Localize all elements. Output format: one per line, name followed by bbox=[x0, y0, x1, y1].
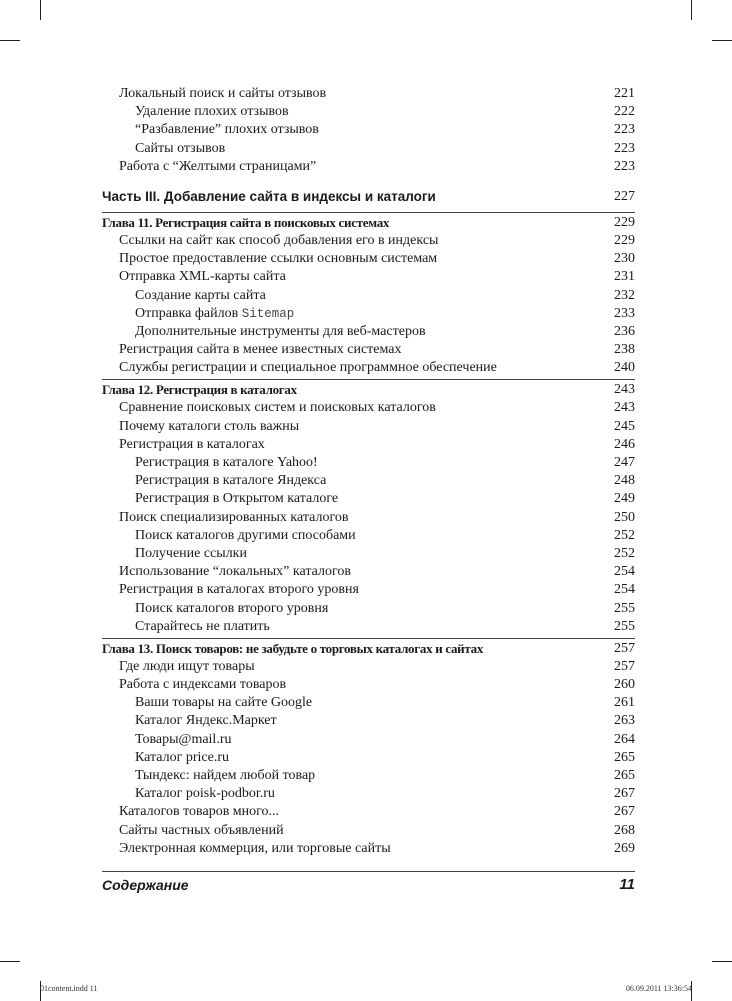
toc-entry-text: Регистрация в каталогах bbox=[119, 436, 265, 452]
toc-page-number: 248 bbox=[614, 473, 635, 489]
toc-entry-title bbox=[119, 840, 391, 858]
slug-filename: 01content.indd 11 bbox=[40, 984, 98, 993]
toc-page-number: 267 bbox=[614, 786, 635, 802]
toc-entry-title bbox=[135, 785, 275, 803]
toc-page-number: 257 bbox=[614, 658, 635, 674]
toc-page-number: 264 bbox=[614, 731, 635, 747]
footer-page-number: 11 bbox=[619, 876, 635, 893]
toc-entry[interactable] bbox=[102, 359, 635, 377]
toc-page-number: 232 bbox=[614, 287, 635, 303]
toc-entry-text: Каталог price.ru bbox=[135, 749, 230, 765]
toc-page-number: 265 bbox=[614, 749, 635, 765]
toc-page-number: 236 bbox=[614, 323, 635, 339]
toc-entry-title bbox=[135, 767, 315, 785]
toc-entry-text: Использование “локальных” каталогов bbox=[119, 564, 351, 580]
toc-entry[interactable] bbox=[102, 581, 635, 599]
toc-page-number: 229 bbox=[614, 214, 635, 230]
toc-entry-text: Отправка XML-карты сайта bbox=[119, 269, 286, 285]
toc-entry-text: Создание карты сайта bbox=[135, 287, 266, 303]
toc-entry-title bbox=[119, 418, 299, 436]
toc-entry-text: Часть III. Добавление сайта в индексы и каталоги bbox=[102, 188, 436, 204]
toc-entry-text: Простое предоставление ссылки основным системам bbox=[119, 251, 438, 267]
toc-entry-title bbox=[119, 803, 279, 821]
toc-entry-title bbox=[135, 454, 318, 472]
toc-entry-title bbox=[135, 712, 277, 730]
toc-page-number: 246 bbox=[614, 436, 635, 452]
toc-entry-title bbox=[135, 545, 247, 563]
toc-page-number: 229 bbox=[614, 232, 635, 248]
toc-entry[interactable] bbox=[102, 454, 635, 472]
toc-entry-text: Ваши товары на сайте Google bbox=[135, 695, 313, 711]
toc-entry[interactable] bbox=[102, 418, 635, 436]
toc-entry-text: Поиск каталогов другими способами bbox=[135, 527, 356, 543]
crop-mark bbox=[691, 0, 692, 20]
toc-entry[interactable] bbox=[102, 323, 635, 341]
toc-entry-title bbox=[102, 184, 436, 210]
toc-entry-title bbox=[119, 232, 438, 250]
toc-entry-text: Сравнение поисковых систем и поисковых каталогов bbox=[119, 400, 436, 416]
toc-entry-title bbox=[135, 731, 231, 749]
toc-entry-title bbox=[135, 527, 356, 545]
toc-chapter[interactable] bbox=[102, 212, 635, 232]
toc-page-number: 254 bbox=[614, 582, 635, 598]
toc-entry[interactable] bbox=[102, 158, 635, 176]
footer-rule bbox=[102, 871, 635, 872]
toc-entry-text: Регистрация в каталогах второго уровня bbox=[119, 582, 359, 598]
crop-mark bbox=[712, 40, 732, 41]
toc-entry[interactable] bbox=[102, 545, 635, 563]
toc-entry-title bbox=[119, 581, 359, 599]
toc-entry-text: Электронная коммерция, или торговые сайты bbox=[119, 840, 391, 856]
toc-entry-text: Глава 13. Поиск товаров: не забудьте о торговых каталогах и сайтах bbox=[102, 640, 484, 656]
toc-entry-title bbox=[102, 380, 297, 399]
toc-entry-title bbox=[119, 399, 436, 417]
toc-page-number: 243 bbox=[614, 400, 635, 416]
toc-entry-text: Регистрация в Открытом каталоге bbox=[135, 491, 339, 507]
toc-entry-text: Каталог poisk-podbor.ru bbox=[135, 786, 275, 802]
toc-entry-text: Поиск каталогов второго уровня bbox=[135, 600, 329, 616]
toc-entry-title bbox=[119, 676, 286, 694]
toc-page-number: 257 bbox=[614, 640, 635, 656]
toc-entry[interactable] bbox=[102, 399, 635, 417]
toc-entry[interactable] bbox=[102, 490, 635, 508]
toc-entry[interactable] bbox=[102, 305, 635, 323]
toc-page-number: 260 bbox=[614, 677, 635, 693]
toc-entry-title bbox=[119, 359, 497, 377]
toc-entry-title bbox=[102, 213, 389, 232]
toc-page-number: 223 bbox=[614, 140, 635, 156]
toc-entry-text: Регистрация в каталоге Яндекса bbox=[135, 473, 327, 489]
toc-entry-title bbox=[102, 639, 483, 658]
toc-chapter[interactable] bbox=[102, 638, 635, 658]
slug-timestamp: 06.09.2011 13:36:54 bbox=[625, 984, 692, 993]
toc-page-number: 252 bbox=[614, 545, 635, 561]
toc-entry-title bbox=[119, 436, 265, 454]
toc-entry[interactable] bbox=[102, 785, 635, 803]
toc-page-number: 231 bbox=[614, 269, 635, 285]
toc-entry[interactable] bbox=[102, 658, 635, 676]
toc-page-number: 233 bbox=[614, 305, 635, 321]
toc-entry-text: Сайты частных объявлений bbox=[119, 822, 284, 838]
toc-entry-title bbox=[119, 85, 326, 103]
toc-entry-text: Поиск специализированных каталогов bbox=[119, 509, 349, 525]
toc-page-number: 221 bbox=[614, 86, 635, 101]
toc-entry[interactable] bbox=[102, 268, 635, 286]
toc-entry-text: Ссылки на сайт как способ добавления его в индексы bbox=[119, 232, 439, 248]
crop-mark bbox=[0, 961, 20, 962]
toc-entry[interactable] bbox=[102, 472, 635, 490]
toc-page-number: 238 bbox=[614, 342, 635, 358]
toc-entry[interactable] bbox=[102, 140, 635, 158]
toc-entry-title bbox=[119, 250, 437, 268]
toc-entry[interactable] bbox=[102, 618, 635, 636]
toc-entry-title bbox=[135, 140, 225, 158]
toc-entry-text: Почему каталоги столь важны bbox=[119, 418, 300, 434]
toc-page-number: 247 bbox=[614, 455, 635, 470]
toc-page-number: 254 bbox=[614, 564, 635, 580]
toc-entry-title bbox=[119, 563, 351, 581]
toc-entry-text: Работа с индексами товаров bbox=[119, 677, 287, 693]
toc-entry-text: Регистрация в каталоге Yahoo! bbox=[135, 455, 318, 470]
toc-page-number: 222 bbox=[614, 104, 635, 120]
toc-entry-title bbox=[135, 600, 328, 618]
toc-page-number: 227 bbox=[614, 188, 635, 204]
toc-entry-text: Каталог Яндекс.Маркет bbox=[135, 713, 277, 729]
toc-entry[interactable] bbox=[102, 527, 635, 545]
toc-page-number: 230 bbox=[614, 251, 635, 267]
toc-entry-title bbox=[119, 341, 401, 359]
toc-entry[interactable] bbox=[102, 676, 635, 694]
toc-entry[interactable] bbox=[102, 341, 635, 359]
toc-entry[interactable] bbox=[102, 436, 635, 454]
toc-entry-text: Сайты отзывов bbox=[135, 140, 226, 156]
toc-page-number: 268 bbox=[614, 822, 635, 838]
toc-entry[interactable] bbox=[102, 803, 635, 821]
toc-page-number: 265 bbox=[614, 768, 635, 783]
crop-mark bbox=[712, 961, 732, 962]
toc-page-number: 263 bbox=[614, 713, 635, 729]
toc-entry-text: Тындекс: найдем любой товар bbox=[135, 768, 316, 783]
toc-entry-title bbox=[119, 158, 316, 176]
toc-entry[interactable] bbox=[102, 600, 635, 618]
toc-entry-text: Работа с “Желтыми страницами” bbox=[119, 158, 317, 174]
toc-entry-title bbox=[119, 822, 284, 840]
toc-page-number: 250 bbox=[614, 509, 635, 525]
toc-entry-title bbox=[135, 103, 289, 121]
toc-entry[interactable] bbox=[102, 103, 635, 121]
toc-entry-title bbox=[119, 268, 286, 286]
toc-page-number: 245 bbox=[614, 418, 635, 434]
toc-entry-text: Каталогов товаров много... bbox=[119, 804, 280, 820]
toc-page-number: 255 bbox=[614, 618, 635, 634]
toc-entry[interactable] bbox=[102, 121, 635, 139]
toc-entry[interactable] bbox=[102, 232, 635, 250]
toc-entry[interactable] bbox=[102, 694, 635, 712]
toc-entry[interactable] bbox=[102, 509, 635, 527]
toc-chapter[interactable] bbox=[102, 379, 635, 399]
toc-entry[interactable] bbox=[102, 712, 635, 730]
table-of-contents bbox=[102, 85, 635, 858]
toc-entry-text: Где люди ищут товары bbox=[119, 658, 255, 674]
toc-entry-text: “Разбавление” плохих отзывов bbox=[135, 122, 319, 138]
toc-entry-text: Старайтесь не платить bbox=[135, 618, 270, 634]
toc-entry-title bbox=[135, 694, 312, 712]
toc-entry[interactable] bbox=[102, 250, 635, 268]
toc-entry-text: Товары@mail.ru bbox=[135, 731, 232, 747]
toc-entry-title bbox=[119, 658, 255, 676]
toc-entry-code: Sitemap bbox=[241, 306, 295, 321]
toc-page-number: 261 bbox=[614, 695, 635, 711]
toc-page-number: 267 bbox=[614, 804, 635, 820]
toc-part[interactable] bbox=[102, 184, 635, 210]
toc-entry-title bbox=[135, 618, 270, 636]
toc-page-number: 252 bbox=[614, 527, 635, 543]
toc-entry-title bbox=[135, 305, 294, 323]
toc-entry-title bbox=[135, 472, 326, 490]
toc-entry-title bbox=[119, 509, 348, 527]
toc-entry-text: Отправка файлов bbox=[135, 305, 242, 321]
crop-mark bbox=[40, 0, 41, 20]
toc-page-number: 255 bbox=[614, 600, 635, 616]
toc-entry-text: Получение ссылки bbox=[135, 545, 247, 561]
toc-page-number: 223 bbox=[614, 158, 635, 174]
toc-entry-title bbox=[135, 121, 319, 139]
toc-entry[interactable] bbox=[102, 563, 635, 581]
toc-entry-text: Регистрация сайта в менее известных системах bbox=[119, 342, 402, 358]
toc-entry[interactable] bbox=[102, 85, 635, 103]
toc-entry[interactable] bbox=[102, 767, 635, 785]
toc-entry[interactable] bbox=[102, 731, 635, 749]
toc-entry-title bbox=[135, 323, 426, 341]
toc-entry-title bbox=[135, 749, 229, 767]
toc-page-number: 249 bbox=[614, 491, 635, 507]
toc-entry-text: Глава 11. Регистрация сайта в поисковых системах bbox=[102, 214, 390, 230]
toc-entry-title bbox=[135, 490, 338, 508]
toc-page-number: 240 bbox=[614, 360, 635, 376]
footer-section-title: Содержание bbox=[102, 877, 189, 893]
toc-entry[interactable] bbox=[102, 287, 635, 305]
crop-mark bbox=[0, 40, 20, 41]
toc-entry-text: Дополнительные инструменты для веб-мастеров bbox=[135, 323, 426, 339]
toc-entry-text: Службы регистрации и специальное программное обеспечение bbox=[119, 360, 497, 376]
toc-entry-text: Удаление плохих отзывов bbox=[135, 104, 289, 120]
toc-entry-text: Глава 12. Регистрация в каталогах bbox=[102, 382, 297, 398]
toc-entry[interactable] bbox=[102, 822, 635, 840]
toc-entry[interactable] bbox=[102, 840, 635, 858]
toc-page-number: 223 bbox=[614, 122, 635, 138]
toc-entry-text: Локальный поиск и сайты отзывов bbox=[119, 86, 327, 101]
toc-page-number: 269 bbox=[614, 840, 635, 856]
toc-page-number: 243 bbox=[614, 382, 635, 398]
toc-entry[interactable] bbox=[102, 749, 635, 767]
toc-entry-title bbox=[135, 287, 266, 305]
